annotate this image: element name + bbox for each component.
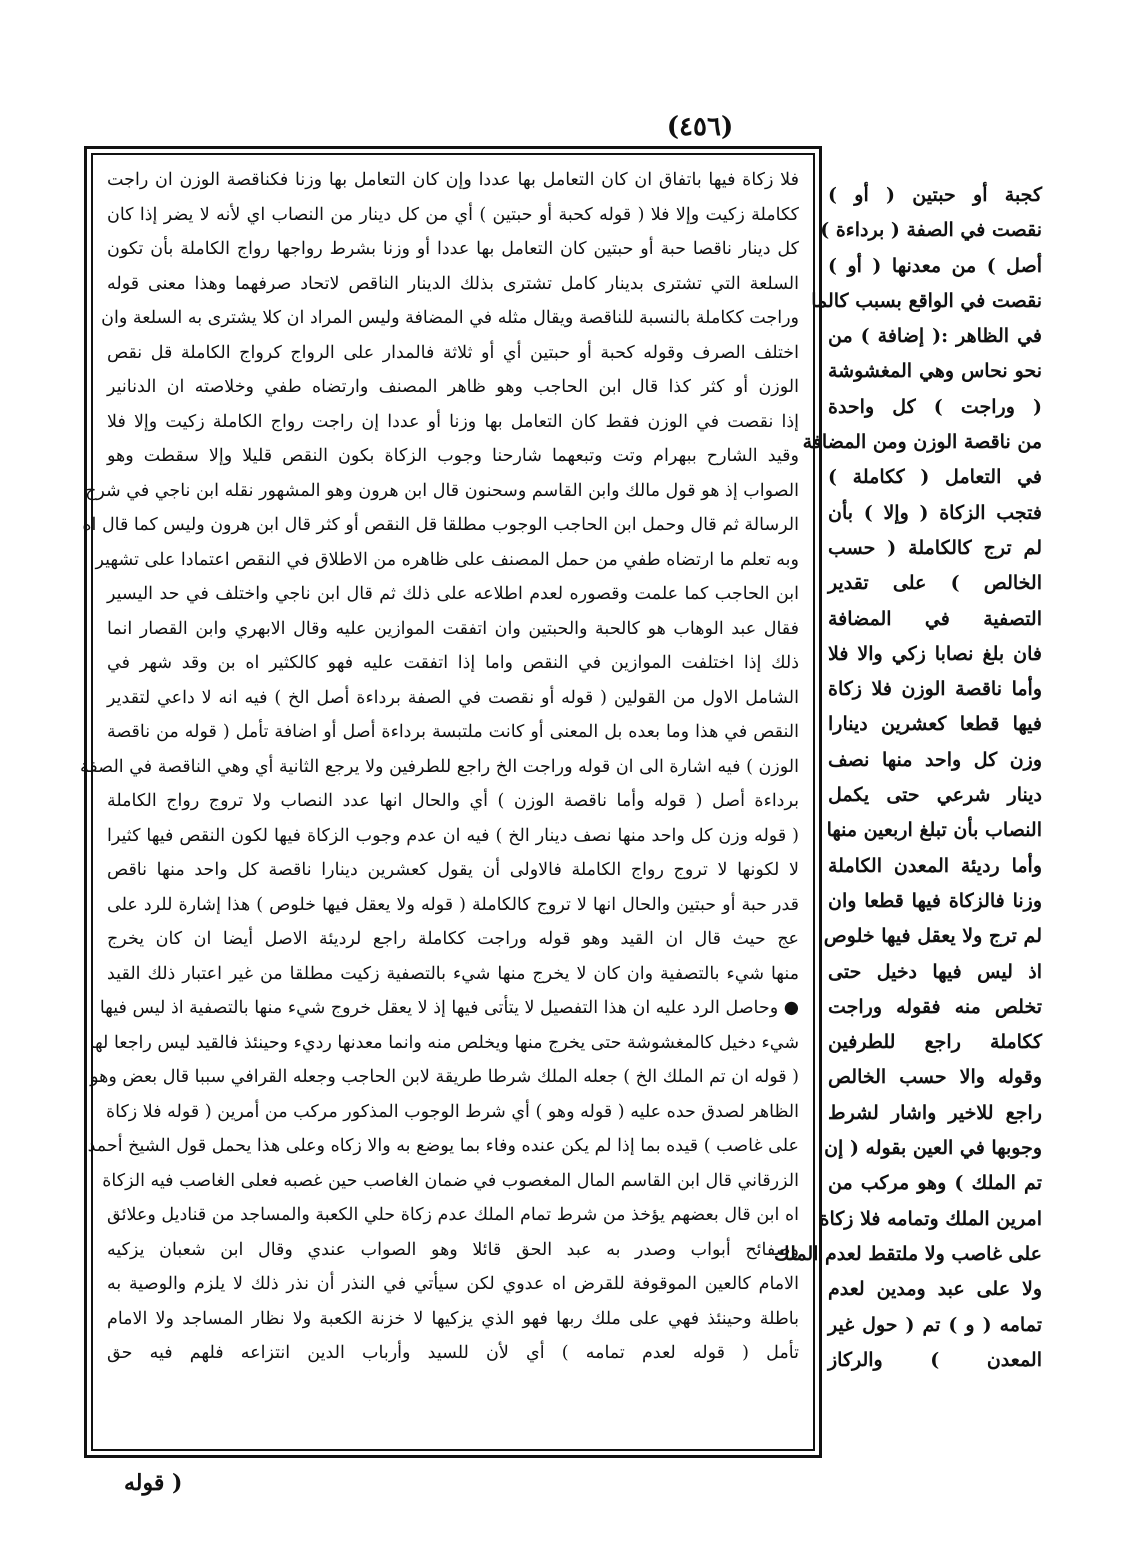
matn-line: تمامه ( و ) تم ( حول غير [828,1313,1042,1336]
matn-line: نقصت في الصفة ( برداءة ) [820,219,1042,242]
matn-line: تم الملك ) وهو مركب من [828,1172,1042,1195]
commentary-line: السلعة التي تشترى بدينار كامل تشترى بذلك الدينار الناقص لاتحاد صرفهما وهذا معنى قوله [107,273,799,294]
commentary-line: الزرقاني قال ابن القاسم المال المغصوب في ضمان الغاصب حين غصبه فعلى الغاصب فيه الزكاة [102,1170,799,1191]
commentary-line: على غاصب ) قيده بما إذا لم يكن عنده وفاء بما يوضع به والا زكاه وعلى هذا يحمل قول الشيخ أحمد [87,1136,799,1156]
matn-line: وزن كل واحد منها نصف [828,748,1042,771]
matn-line: من ناقصة الوزن ومن المضافة [802,431,1042,454]
matn-line: ولا على عبد ومدين لعدم [828,1278,1042,1301]
matn-line: اذ ليس فيها دخيل حتى [828,960,1042,983]
commentary-text-block [80,153,815,1451]
matn-line: فيها قطعا كعشرين دينارا [828,713,1042,736]
matn-line: وأما ناقصة الوزن فلا زكاة [828,678,1042,701]
commentary-line: اختلف الصرف وقوله كحبة أو حبتين أي أو ثلاثة فالمدار على الرواج كرواج الكاملة قل نقص [107,342,799,363]
matn-line: دينار شرعي حتى يكمل [828,784,1042,807]
commentary-line: إذا نقصت في الوزن فقط كان التعامل بها وزنا أو عددا إن راجت رواج الكاملة زكيت وإلا فلا [107,411,799,432]
commentary-line: عج حيث قال ان القيد وهو قوله وراجت ككاملة راجع لرديئة الاصل أيضا ان كان يخرج [107,929,799,949]
matn-text-column [774,178,1042,1378]
matn-line: الخالص ) على تقدير [828,572,1042,595]
matn-line: فان بلغ نصابا زكي والا فلا [828,642,1042,665]
page-number: (٤٥٦) [666,112,734,142]
matn-line: وجوبها في العين بقوله ( إن [824,1137,1042,1160]
commentary-line: الصواب إذ هو قول مالك وابن القاسم وسحنون قال ابن هرون وهو المشهور نقله ابن ناجي في شرح [85,480,799,501]
commentary-line: وبه تعلم ما ارتضاه طفي من حمل المصنف على ظاهره من الاطلاق في النقص اعتمادا على تشهير [95,549,799,570]
matn-line: لم ترج كالكاملة ( حسب [828,536,1042,559]
commentary-line: شيء دخيل كالمغشوشة حتى يخرج منها ويخلص منه وانما معدنها رديء وحينئذ فالقيد ليس راجعا لها [89,1032,799,1053]
commentary-line: وصفائح أبواب وصدر به عبد الحق قائلا وهو الصواب عندي وقال ابن شعبان يزكيه [107,1239,799,1260]
commentary-line: الوزن ) فيه اشارة الى ان قوله وراجت الخ راجع للطرفين ولا يرجع الثانية أي وهي الناقصة في الصفة [80,756,799,777]
commentary-line: ذلك إذا اختلفت الموازين في النقص واما إذا اتفقت عليه فهو كالكثير اه بن وقد شهر في [107,653,799,673]
matn-line: لم ترج ولا يعقل فيها خلوص [823,925,1042,948]
matn-line: النصاب بأن تبلغ اربعين منها [826,819,1042,842]
commentary-line: اه ابن قال بعضهم يؤخذ من شرط تمام الملك عدم زكاة حلي الكعبة والمساجد من قناديل وعلائق [107,1205,799,1225]
commentary-line: ابن الحاجب كما علمت وقصوره لعدم اطلاعه على ذلك ثم قال ابن ناجي واختلف في حد اليسير [107,584,799,604]
matn-line: نحو نحاس وهي المغشوشة [828,360,1042,383]
matn-line: أصل ) من معدنها ( أو ) [828,254,1042,277]
matn-line: المعدن ) والركاز [828,1348,1042,1371]
matn-line: وزنا فالزكاة فيها قطعا وان [828,889,1042,912]
matn-line: نقصت في الواقع بسبب كالما [811,289,1042,312]
commentary-line: ( قوله ان تم الملك الخ ) جعله الملك شرطا طريقة لابن الحاجب وجعله القرافي سببا قال بعض وهو [90,1067,799,1087]
commentary-line: فقال عبد الوهاب هو كالحبة والحبتين وان اتفقت الموازين عليه وقال الابهري وابن القصار انما [107,618,799,639]
matn-line: التصفية في المضافة [828,607,1042,630]
commentary-line: منها شيء بالتصفية وان كان لا يخرج منها شيء بالتصفية زكيت مطلقا من غير اعتبار ذلك القيد [107,963,799,984]
matn-line: ككاملة راجع للطرفين [828,1031,1042,1054]
matn-line: وأما رديئة المعدن الكاملة [828,854,1042,877]
matn-line: كجبة أو حبتين ( أو ) [828,184,1042,206]
commentary-line: الرسالة ثم قال وحمل ابن الحاجب الوجوب مطلقا قل النقص أو كثر قال ابن هرون وليس كما قال اه [82,515,799,535]
matn-line: راجع للاخير واشار لشرط [828,1101,1042,1124]
matn-line: ( وراجت ) كل واحدة [828,395,1042,418]
matn-line: على غاصب ولا ملتقط لعدم الملك [774,1242,1042,1265]
commentary-line: باطلة وحينئذ فهي على ملك ربها فهو الذي يزكيها لا خزنة الكعبة ولا نظار المساجد ولا الامام [107,1308,799,1329]
matn-line: في التعامل ( ككاملة ) [828,466,1042,489]
commentary-line: الظاهر لصدق حده عليه ( قوله وهو ) أي شرط الوجوب المذكور مركب من أمرين ( قوله فلا زكاة [105,1101,799,1122]
commentary-line: الوزن أو كثر كذا قال ابن الحاجب وهو ظاهر المصنف وارتضاه طفي وخلاصته ان الدنانير [107,377,799,397]
matn-line: تخلص منه فقوله وراجت [828,995,1042,1018]
matn-line: في الظاهر :( إضافة ) من [828,325,1042,348]
catchword: ( قوله [124,1470,183,1496]
commentary-line: ككاملة زكيت وإلا فلا ( قوله كحبة أو حبتين ) أي من كل دينار من النصاب اي لأنه لا يضر إذا كان [107,204,799,225]
commentary-line: الشامل الاول من القولين ( قوله أو نقصت في الصفة برداءة أصل الخ ) فيه انه لا داعي لتقدير [107,687,799,708]
matn-line: امرين الملك وتمامه فلا زكاة [819,1207,1042,1230]
commentary-line: وراجت ككاملة بالنسبة للناقصة ويقال مثله في المضافة وليس المراد ان كلا يشترى به السلعة وان [101,308,799,328]
commentary-line: وقيد الشارح ببهرام وتت وتبعهما شارحنا وجوب الزكاة بكون النقص قليلا وإلا سقطت وهو [107,446,799,466]
commentary-line: ● وحاصل الرد عليه ان هذا التفصيل لا يتأتى فيها إذ لا يعقل خروج شيء منها بالتصفية اذ ليس فيها [99,998,799,1018]
commentary-line: قدر حبة أو حبتين والحال انها لا تروج كالكاملة ( قوله ولا يعقل فيها خلوص ) هذا إشارة للرد على [107,894,799,915]
commentary-line: كل دينار ناقصا حبة أو حبتين كان التعامل بها عددا أو وزنا بشرط رواجها رواج الكاملة بأن تكون [107,239,799,259]
commentary-line: تأمل ( قوله لعدم تمامه ) أي لأن للسيد وأرباب الدين انتزاعه فلهم فيه حق [107,1343,799,1363]
commentary-line: النقص في هذا وما بعده بل المعنى أو كانت ملتبسة برداءة أصل أو اضافة تأمل ( قوله من ناقصة [107,722,799,742]
commentary-line: ( قوله وزن كل واحد منها نصف دينار الخ ) فيه ان عدم وجوب الزكاة فيها لكون النقص فيها كثيرا [107,825,799,846]
matn-line: فتجب الزكاة ( وإلا ) بأن [828,501,1042,524]
commentary-line: الامام كالعين الموقوفة للقرض اه عدوي لكن سيأتي في النذر أن نذر ذلك لا يلزم والوصية به [107,1274,799,1294]
commentary-line: فلا زكاة فيها باتفاق ان كان التعامل بها عددا وإن كان التعامل بها وزنا فكناقصة الوزن ان راجت [107,170,799,190]
commentary-frame [80,146,822,1458]
matn-line: وقوله والا حسب الخالص [828,1066,1042,1089]
commentary-line: لا لكونها لا تروج رواج الكاملة فالاولى أن يقول كعشرين دينارا ناقصة كل واحد منها ناقص [107,860,799,880]
commentary-line: برداءة أصل ( قوله وأما ناقصة الوزن ) أي والحال انها عدد النصاب ولا تروج رواج الكاملة [107,791,799,811]
